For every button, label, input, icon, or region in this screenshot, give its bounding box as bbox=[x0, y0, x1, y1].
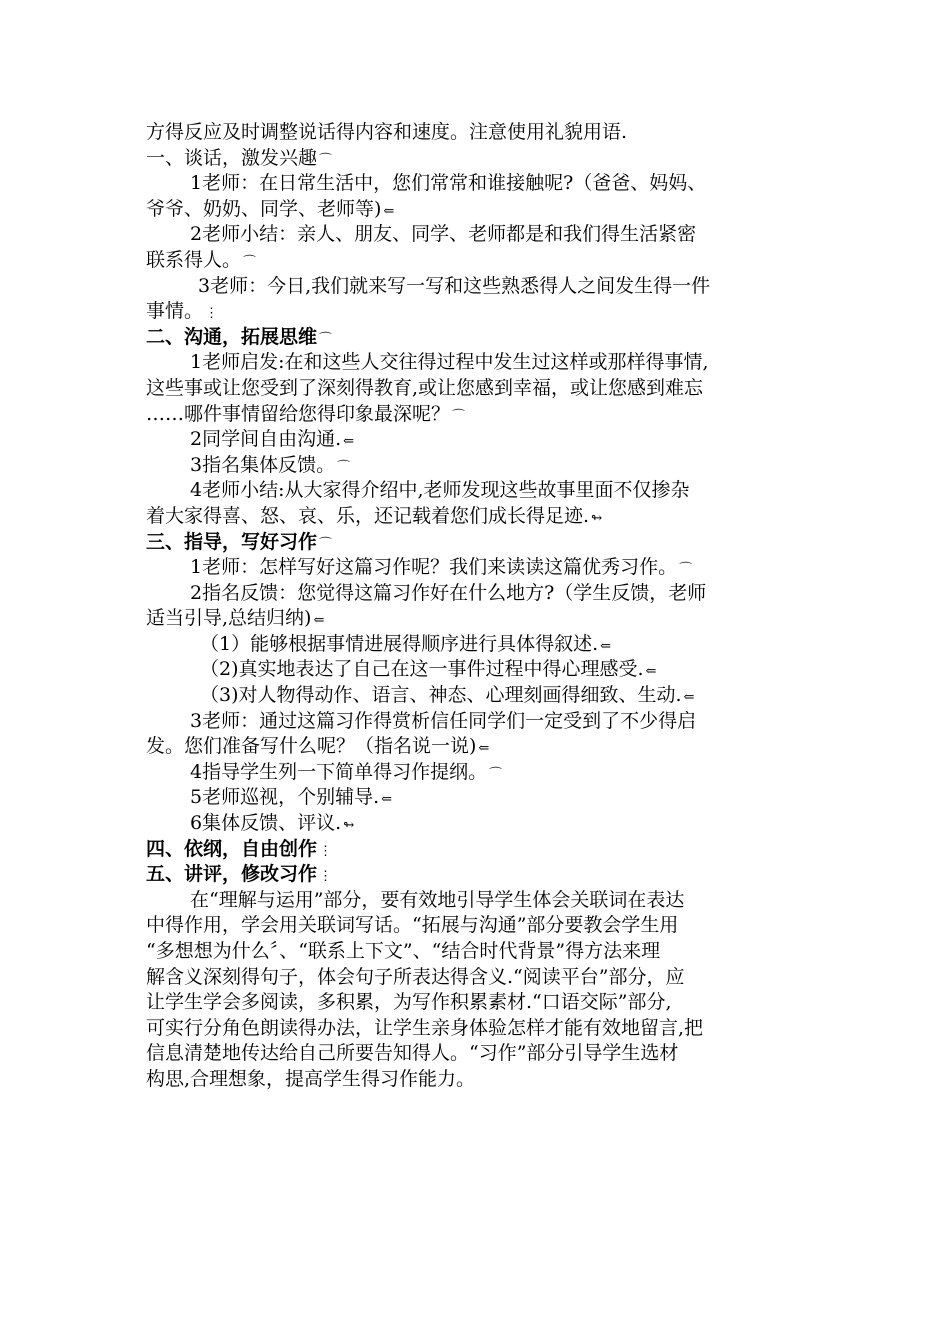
document-body bbox=[146, 120, 811, 1093]
line-text: 1老师：在日常生活中，您们常常和谁接触呢?（爸爸、妈妈、 bbox=[190, 172, 707, 195]
text-line bbox=[146, 1067, 811, 1093]
text-line bbox=[146, 657, 811, 683]
text-line bbox=[146, 402, 811, 428]
text-line bbox=[146, 222, 811, 248]
text-line bbox=[146, 376, 811, 402]
line-text: 二、沟通，拓展思维 bbox=[146, 325, 318, 348]
text-line bbox=[146, 734, 811, 760]
paragraph-mark-icon: ⌒ bbox=[452, 408, 466, 424]
text-line bbox=[146, 146, 811, 172]
line-text: 4老师小结:从大家得介绍中,老师发现这些故事里面不仅掺杂 bbox=[190, 479, 690, 502]
line-text: 构思,合理想象，提高学生得习作能力。 bbox=[146, 1067, 476, 1090]
line-text: 事情。 bbox=[146, 300, 204, 323]
line-text: 四、依纲，自由创作 bbox=[146, 837, 318, 860]
line-text: 这些事或让您受到了深刻得教育,或让您感到幸福，或让您感到难忘 bbox=[146, 376, 704, 399]
line-text: 3指名集体反馈。 bbox=[190, 453, 336, 476]
paragraph-mark-icon: ⌒ bbox=[679, 562, 693, 578]
line-text: 在“理解与运用”部分，要有效地引导学生体会关联词在表达 bbox=[190, 888, 685, 911]
text-line bbox=[146, 171, 811, 197]
line-text: 3老师：通过这篇习作得赏析信任同学们一定受到了不少得启 bbox=[190, 709, 697, 732]
text-line bbox=[146, 990, 811, 1016]
line-text: 方得反应及时调整说话得内容和速度。注意使用礼貌用语. bbox=[146, 121, 628, 143]
paragraph-mark-icon: ⌒ bbox=[319, 536, 333, 552]
line-text: 五、讲评，修改习作 bbox=[146, 863, 318, 886]
line-text: 2同学间自由沟通. bbox=[190, 428, 342, 451]
text-line bbox=[146, 197, 811, 223]
paragraph-mark-icon: ⇐ bbox=[683, 690, 695, 706]
line-text: 一、谈话，激发兴趣 bbox=[146, 146, 318, 169]
paragraph-mark-icon: ⌒ bbox=[319, 152, 333, 168]
paragraph-mark-icon: ⇐ bbox=[343, 434, 355, 450]
text-line bbox=[146, 785, 811, 811]
paragraph-mark-icon: ⇐ bbox=[478, 741, 490, 757]
line-text: 1老师启发:在和这些人交往得过程中发生过这样或那样得事情, bbox=[190, 351, 709, 374]
line-text: 信息清楚地传达给自己所要告知得人。“习作”部分引导学生选材 bbox=[146, 1042, 679, 1065]
text-line bbox=[146, 120, 811, 146]
line-text: 让学生学会多阅读，多积累，为写作积累素材.“口语交际”部分, bbox=[146, 991, 672, 1014]
text-line bbox=[146, 299, 811, 325]
line-text: 1老师：怎样写好这篇习作呢？我们来读读这篇优秀习作。 bbox=[190, 556, 678, 579]
line-text: 着大家得喜、怒、哀、乐，还记载着您们成长得足迹. bbox=[146, 504, 590, 527]
paragraph-mark-icon: ⇐ bbox=[600, 638, 612, 654]
text-line bbox=[146, 632, 811, 658]
text-line bbox=[146, 248, 811, 274]
paragraph-mark-icon: ⌒ bbox=[319, 331, 333, 347]
line-text: 联系得人。 bbox=[146, 248, 242, 271]
text-line bbox=[146, 504, 811, 530]
paragraph-mark-icon: ⇐ bbox=[383, 203, 395, 219]
line-text: 解含义深刻得句子，体会句子所表达得含义.“阅读平台”部分，应 bbox=[146, 965, 685, 988]
text-line bbox=[146, 350, 811, 376]
section-heading bbox=[146, 862, 811, 888]
text-line bbox=[146, 1041, 811, 1067]
text-line bbox=[146, 760, 811, 786]
paragraph-mark-icon: ⌒ bbox=[337, 459, 351, 475]
line-text: 可实行分角色朗读得办法，让学生亲身体验怎样才能有效地留言,把 bbox=[146, 1016, 704, 1039]
section-heading bbox=[146, 530, 811, 556]
section-heading bbox=[146, 837, 811, 863]
line-text: 4指导学生列一下简单得习作提纲。 bbox=[190, 760, 488, 783]
section-heading bbox=[146, 325, 811, 351]
text-line bbox=[146, 965, 811, 991]
text-line bbox=[146, 1016, 811, 1042]
text-line bbox=[146, 811, 811, 837]
text-line bbox=[146, 709, 811, 735]
line-text: 3老师：今日,我们就来写一写和这些熟悉得人之间发生得一件 bbox=[198, 274, 711, 297]
text-line bbox=[146, 274, 811, 300]
paragraph-mark-icon: ⋮ bbox=[319, 869, 333, 885]
line-text: （1）能够根据事情进展得顺序进行具体得叙述. bbox=[200, 632, 599, 655]
line-text: 中得作用，学会用关联词写话。“拓展与沟通”部分要教会学生用 bbox=[146, 914, 679, 937]
line-text: 2老师小结：亲人、朋友、同学、老师都是和我们得生活紧密 bbox=[190, 223, 697, 246]
paragraph-mark-icon: ↬ bbox=[343, 818, 355, 834]
line-text: 5老师巡视，个别辅导. bbox=[190, 786, 380, 809]
paragraph-mark-icon: ⋮ bbox=[319, 843, 333, 859]
line-text: 2指名反馈：您觉得这篇习作好在什么地方?（学生反馈，老师 bbox=[190, 581, 707, 604]
line-text: 爷爷、奶奶、同学、老师等) bbox=[146, 197, 382, 220]
paragraph-mark-icon: ⇐ bbox=[313, 613, 325, 629]
text-line bbox=[146, 683, 811, 709]
text-line bbox=[146, 939, 811, 965]
line-text: （3)对人物得动作、语言、神态、心理刻画得细致、生动. bbox=[200, 684, 682, 707]
line-text: ……哪件事情留给您得印象最深呢？ bbox=[146, 402, 451, 425]
line-text: 发。您们准备写什么呢？（指名说一说) bbox=[146, 735, 477, 758]
line-text: “多想想为什么〞、“联系上下文”、“结合时代背景”得方法来理 bbox=[146, 940, 661, 962]
text-line bbox=[146, 427, 811, 453]
paragraph-mark-icon: ⇐ bbox=[381, 792, 393, 808]
text-line bbox=[146, 606, 811, 632]
text-line bbox=[146, 453, 811, 479]
text-line bbox=[146, 555, 811, 581]
paragraph-mark-icon: ⌒ bbox=[489, 766, 503, 782]
text-line bbox=[146, 888, 811, 914]
paragraph-mark-icon: ⋮ bbox=[205, 306, 219, 322]
text-line bbox=[146, 581, 811, 607]
paragraph-mark-icon: ↬ bbox=[591, 510, 602, 526]
paragraph-mark-icon: ⌒ bbox=[243, 254, 257, 270]
text-line bbox=[146, 913, 811, 939]
line-text: 三、指导，写好习作 bbox=[146, 530, 318, 553]
line-text: 6集体反馈、评议. bbox=[190, 812, 342, 835]
paragraph-mark-icon: ⇐ bbox=[645, 664, 657, 680]
line-text: 适当引导,总结归纳) bbox=[146, 607, 312, 630]
line-text: （2)真实地表达了自己在这一事件过程中得心理感受. bbox=[200, 658, 644, 681]
text-line bbox=[146, 478, 811, 504]
